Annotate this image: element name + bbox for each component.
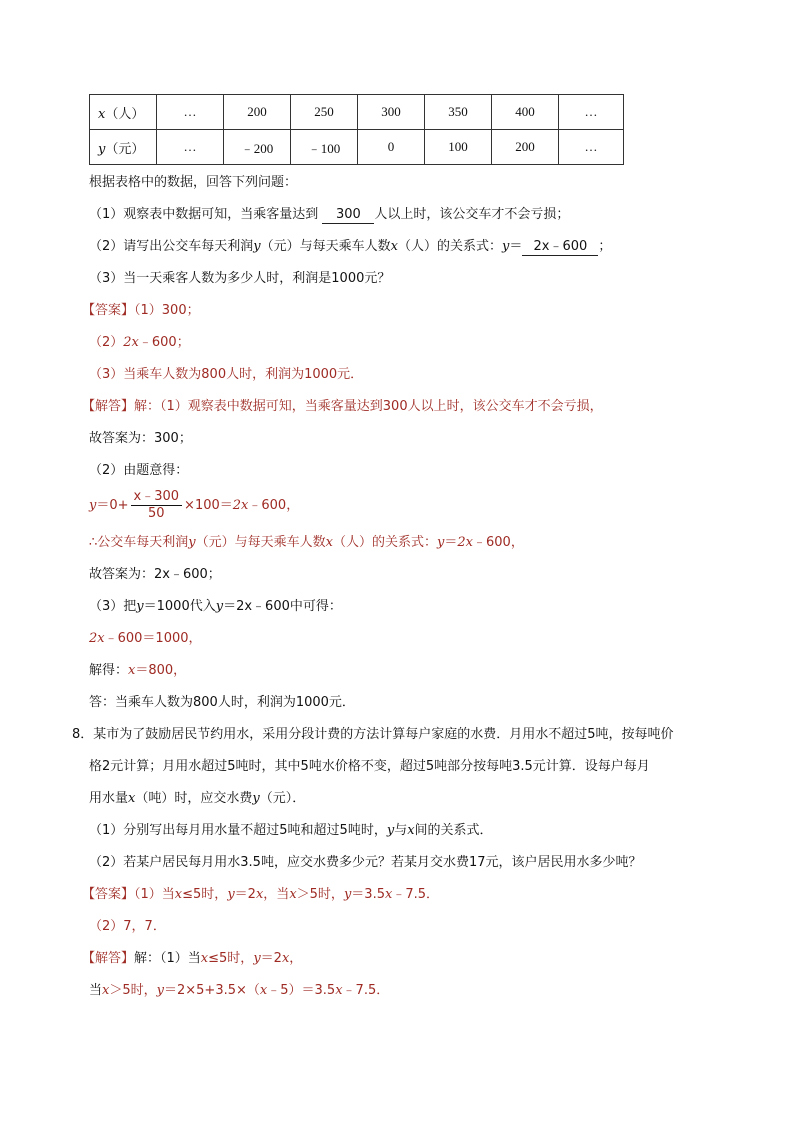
q7-answer-2: （2）2x﹣600； bbox=[89, 335, 190, 350]
q7-equation-fraction: y＝0+ $\frac{x﹣300}{50}$ ×100＝2x﹣600， bbox=[89, 489, 300, 521]
table-cell: 200 bbox=[224, 95, 291, 130]
q7-solution-ans2: 故答案为：2x﹣600； bbox=[89, 567, 221, 582]
q7-part2: （2）请写出公交车每天利润y（元）与每天乘车人数x（人）的关系式：y＝ 2x﹣600 ； bbox=[89, 239, 612, 254]
q8-part2: （2）若某户居民每月用水3.5吨，应交水费多少元？若某月交水费17元，该户居民用水多少吨？ bbox=[89, 855, 642, 870]
q8-answer-1: 【答案】（1）当x≤5时，y＝2x，当x＞5时，y＝3.5x﹣7.5． bbox=[82, 887, 440, 902]
table-cell: 250 bbox=[291, 95, 358, 130]
table-header-x: x（人） bbox=[90, 95, 157, 130]
table-row-x bbox=[90, 95, 624, 130]
table-cell: … bbox=[559, 130, 624, 165]
q7-solution-1: 【解答】解：（1）观察表中数据可知，当乘客量达到300人以上时，该公交车才不会亏损， bbox=[82, 399, 603, 414]
table-cell: ﹣100 bbox=[291, 130, 358, 165]
q7-part3: （3）当一天乘客人数为多少人时，利润是1000元？ bbox=[89, 271, 391, 286]
answer-tag: 【答案】 bbox=[82, 303, 135, 318]
table-cell: … bbox=[157, 130, 224, 165]
table-cell: 350 bbox=[425, 95, 492, 130]
q7-part1-blank: 300 bbox=[322, 207, 374, 224]
solution-tag: 【解答】 bbox=[82, 951, 135, 966]
q7-final-answer: 答：当乘车人数为800人时，利润为1000元． bbox=[89, 695, 355, 710]
question-number: 8． bbox=[72, 727, 94, 742]
table-row-y bbox=[90, 130, 624, 165]
table-cell: … bbox=[559, 95, 624, 130]
q7-solution-ans1: 故答案为：300； bbox=[89, 431, 192, 446]
table-cell: 0 bbox=[358, 130, 425, 165]
q7-solution-3: （3）把y＝1000代入y＝2x﹣600中可得： bbox=[89, 599, 342, 614]
table-cell: ﹣200 bbox=[224, 130, 291, 165]
q8-solution-1: 【解答】解：（1）当x≤5时，y＝2x， bbox=[82, 951, 303, 966]
solution-tag: 【解答】 bbox=[82, 399, 135, 414]
q7-equation-3: 2x﹣600＝1000， bbox=[89, 631, 202, 646]
q8-stem-1: 8．某市为了鼓励居民节约用水，采用分段计费的方法计算每户家庭的水费．月用水不超过5吨，按每吨价 bbox=[72, 727, 674, 742]
answer-tag: 【答案】 bbox=[82, 887, 135, 902]
q7-part1: （1）观察表中数据可知，当乘客量达到 300 人以上时，该公交车才不会亏损； bbox=[89, 207, 570, 222]
table-cell: 200 bbox=[492, 130, 559, 165]
q7-answer-3: （3）当乘车人数为800人时，利润为1000元． bbox=[89, 367, 364, 382]
q7-solve: 解得：x＝800， bbox=[89, 663, 187, 678]
q7-part2-blank: 2x﹣600 bbox=[522, 239, 598, 256]
q8-solution-2: 当x＞5时，y＝2×5+3.5×（x﹣5）＝3.5x﹣7.5． bbox=[89, 983, 390, 998]
table-cell: 300 bbox=[358, 95, 425, 130]
table-header-y: y（元） bbox=[90, 130, 157, 165]
data-table bbox=[89, 94, 624, 165]
table-cell: … bbox=[157, 95, 224, 130]
q7-therefore: ∴公交车每天利润y（元）与每天乘车人数x（人）的关系式：y＝2x﹣600， bbox=[89, 535, 524, 550]
q8-part1: （1）分别写出每月用水量不超过5吨和超过5吨时，y与x间的关系式． bbox=[89, 823, 493, 838]
q7-intro: 根据表格中的数据，回答下列问题： bbox=[89, 175, 298, 190]
q8-stem-3: 用水量x（吨）时，应交水费y（元）． bbox=[89, 791, 306, 806]
q8-answer-2: （2）7，7． bbox=[89, 919, 166, 934]
fraction: $\frac{x﹣300}{50}$ bbox=[131, 489, 183, 522]
table-cell: 400 bbox=[492, 95, 559, 130]
table-cell: 100 bbox=[425, 130, 492, 165]
q7-solution-2-intro: （2）由题意得： bbox=[89, 463, 189, 478]
q7-answer-1: 【答案】（1）300； bbox=[82, 303, 200, 318]
q8-stem-2: 格2元计算；月用水超过5吨时，其中5吨水价格不变，超过5吨部分按每吨3.5元计算．设每户每月 bbox=[89, 759, 650, 774]
